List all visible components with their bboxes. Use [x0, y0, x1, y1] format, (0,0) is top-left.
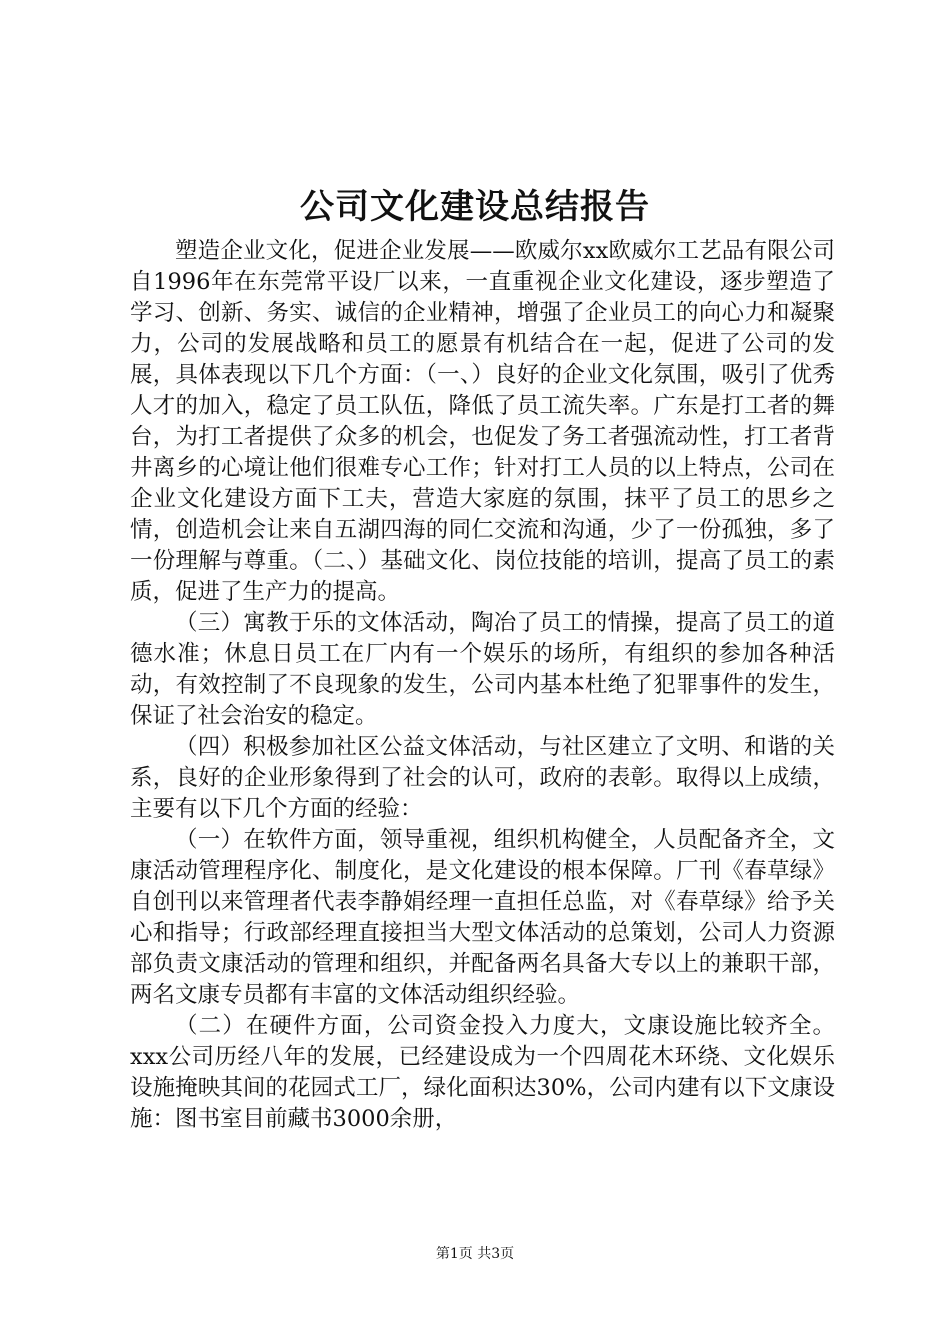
document-title: 公司文化建设总结报告 — [300, 187, 650, 227]
paragraph-3: （四）积极参加社区公益文体活动，与社区建立了文明、和谐的关系，良好的企业形象得到了社会的认可，政府的表彰。取得以上成绩，主要有以下几个方面的经验： — [130, 734, 835, 822]
paragraph-4: （一）在软件方面，领导重视，组织机构健全，人员配备齐全，文康活动管理程序化、制度化，是文化建设的根本保障。厂刊《春草绿》自创刊以来管理者代表李静娟经理一直担任总监，对《春草绿》给予关心和指导；行政部经理直接担当大型文体活动的总策划，公司人力资源部负责文康活动的管理和组织，并配备两名具备大专以上的兼职干部，两名文康专员都有丰富的文体活动组织经验。 — [130, 827, 835, 1008]
paragraph-5: （二）在硬件方面，公司资金投入力度大，文康设施比较齐全。xxx公司历经八年的发展，已经建设成为一个四周花木环绕、文化娱乐设施掩映其间的花园式工厂，绿化面积达30%，公司内建有以下文康设施：图书室目前藏书3000余册， — [130, 1013, 835, 1132]
paragraph-1: 塑造企业文化，促进企业发展——欧威尔xx欧威尔工艺品有限公司自1996年在东莞常平设厂以来，一直重视企业文化建设，逐步塑造了学习、创新、务实、诚信的企业精神，增强了企业员工的向心力和凝聚力，公司的发展战略和员工的愿景有机结合在一起，促进了公司的发展，具体表现以下几个方面：（一、）良好的企业文化氛围，吸引了优秀人才的加入，稳定了员工队伍，降低了员工流失率。广东是打工者的舞台，为打工者提供了众多的机会，也促发了务工者强流动性，打工者背井离乡的心境让他们很难专心工作；针对打工人员的以上特点，公司在企业文化建设方面下工夫，营造大家庭的氛围，抹平了员工的思乡之情，创造机会让来自五湖四海的同仁交流和沟通，少了一份孤独，多了一份理解与尊重。（二、）基础文化、岗位技能的培训，提高了员工的素质，促进了生产力的提高。 — [130, 238, 835, 605]
paragraph-2: （三）寓教于乐的文体活动，陶冶了员工的情操，提高了员工的道德水准；休息日员工在厂内有一个娱乐的场所，有组织的参加各种活动，有效控制了不良现象的发生，公司内基本杜绝了犯罪事件的发生，保证了社会治安的稳定。 — [130, 610, 835, 729]
document-body — [130, 236, 835, 1135]
page-number-footer: 第1页 共3页 — [435, 1246, 515, 1262]
